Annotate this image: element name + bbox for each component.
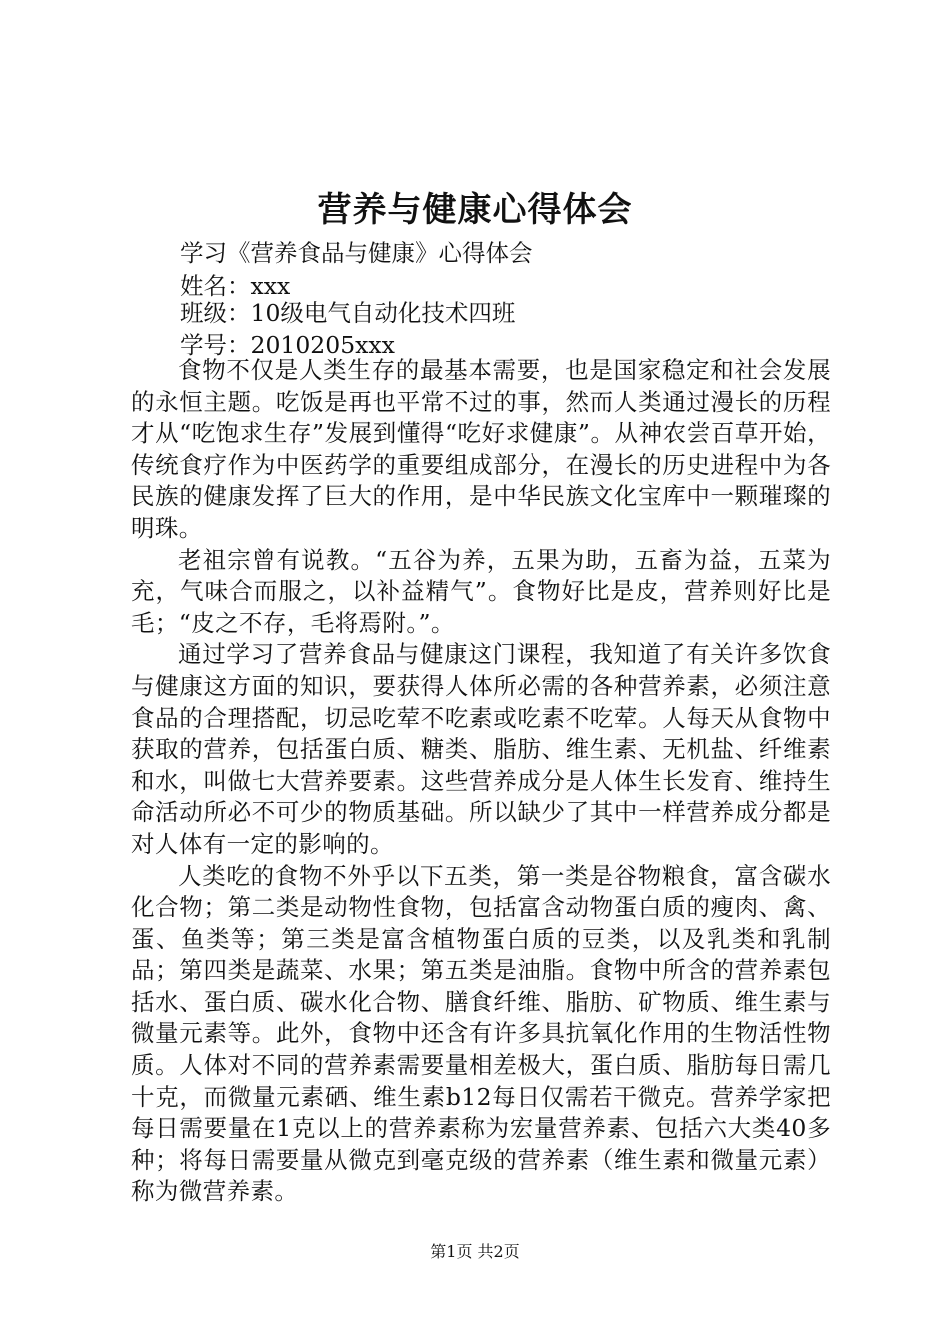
student-id: 学号：2010205xxx: [180, 331, 395, 359]
paragraph: 通过学习了营养食品与健康这门课程，我知道了有关许多饮食与健康这方面的知识，要获得人体所必需的各种营养素，必须注意食品的合理搭配，切忌吃荤不吃素或吃素不吃荤。人每天从食物中获取的营养，包括蛋白质、糖类、脂肪、维生素、无机盐、纤维素和水，叫做七大营养要素。这些营养成分是人体生长发育、维持生命活动所必不可少的物质基础。所以缺少了其中一样营养成分都是对人体有一定的影响的。: [131, 640, 831, 858]
page-footer: 第1页 共2页: [430, 1242, 520, 1261]
paragraph: 食物不仅是人类生存的最基本需要，也是国家稳定和社会发展的永恒主题。吃饭是再也平常不过的事，然而人类通过漫长的历程才从“吃饱求生存”发展到懂得“吃好求健康”。从神农尝百草开始，传统食疗作为中医药学的重要组成部分，在漫长的历史进程中为各民族的健康发挥了巨大的作用，是中华民族文化宝库中一颗璀璨的明珠。: [131, 356, 831, 542]
body-text: [131, 355, 831, 1208]
student-name: 姓名：xxx: [180, 272, 291, 300]
document-title: 营养与健康心得体会: [317, 190, 633, 230]
student-class: 班级：10级电气自动化技术四班: [180, 299, 516, 327]
subtitle: 学习《营养食品与健康》心得体会: [180, 239, 533, 267]
paragraph: 老祖宗曾有说教。“五谷为养，五果为助，五畜为益，五菜为充，气味合而服之，以补益精气”。食物好比是皮，营养则好比是毛；“皮之不存，毛将焉附。”。: [131, 545, 831, 637]
paragraph: 人类吃的食物不外乎以下五类，第一类是谷物粮食，富含碳水化合物；第二类是动物性食物，包括富含动物蛋白质的瘦肉、禽、蛋、鱼类等；第三类是富含植物蛋白质的豆类，以及乳类和乳制品；第四类是蔬菜、水果；第五类是油脂。食物中所含的营养素包括水、蛋白质、碳水化合物、膳食纤维、脂肪、矿物质、维生素与微量元素等。此外，食物中还含有许多具抗氧化作用的生物活性物质。人体对不同的营养素需要量相差极大，蛋白质、脂肪每日需几十克，而微量元素硒、维生素b12每日仅需若干微克。营养学家把每日需要量在1克以上的营养素称为宏量营养素、包括六大类40多种；将每日需要量从微克到毫克级的营养素（维生素和微量元素）称为微营养素。: [131, 861, 831, 1206]
